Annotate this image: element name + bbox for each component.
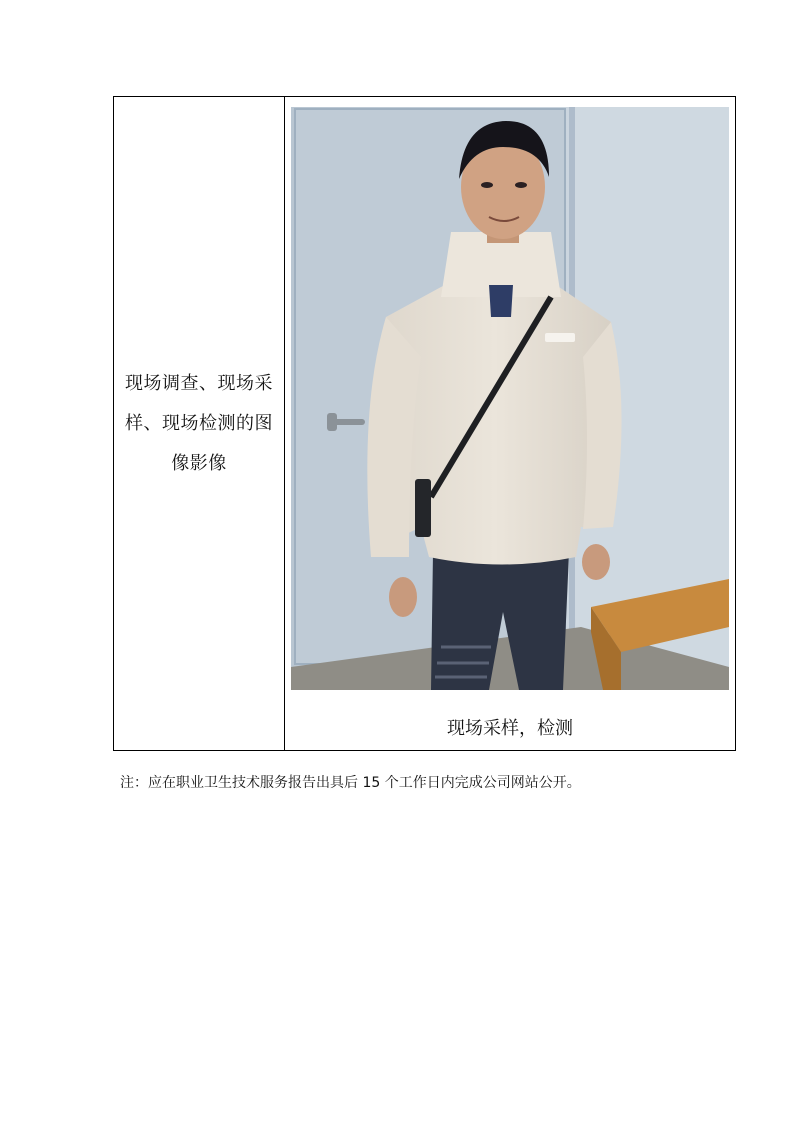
site-photo	[291, 107, 729, 690]
footnote: 注：应在职业卫生技术服务报告出具后 15 个工作日内完成公司网站公开。	[120, 775, 581, 791]
photo-caption: 现场采样，检测	[447, 718, 573, 739]
record-table	[113, 96, 736, 751]
photo-cell	[285, 97, 735, 750]
label-cell	[114, 97, 284, 750]
row-label: 现场调查、现场采样、现场检测的图像影像	[125, 372, 273, 474]
